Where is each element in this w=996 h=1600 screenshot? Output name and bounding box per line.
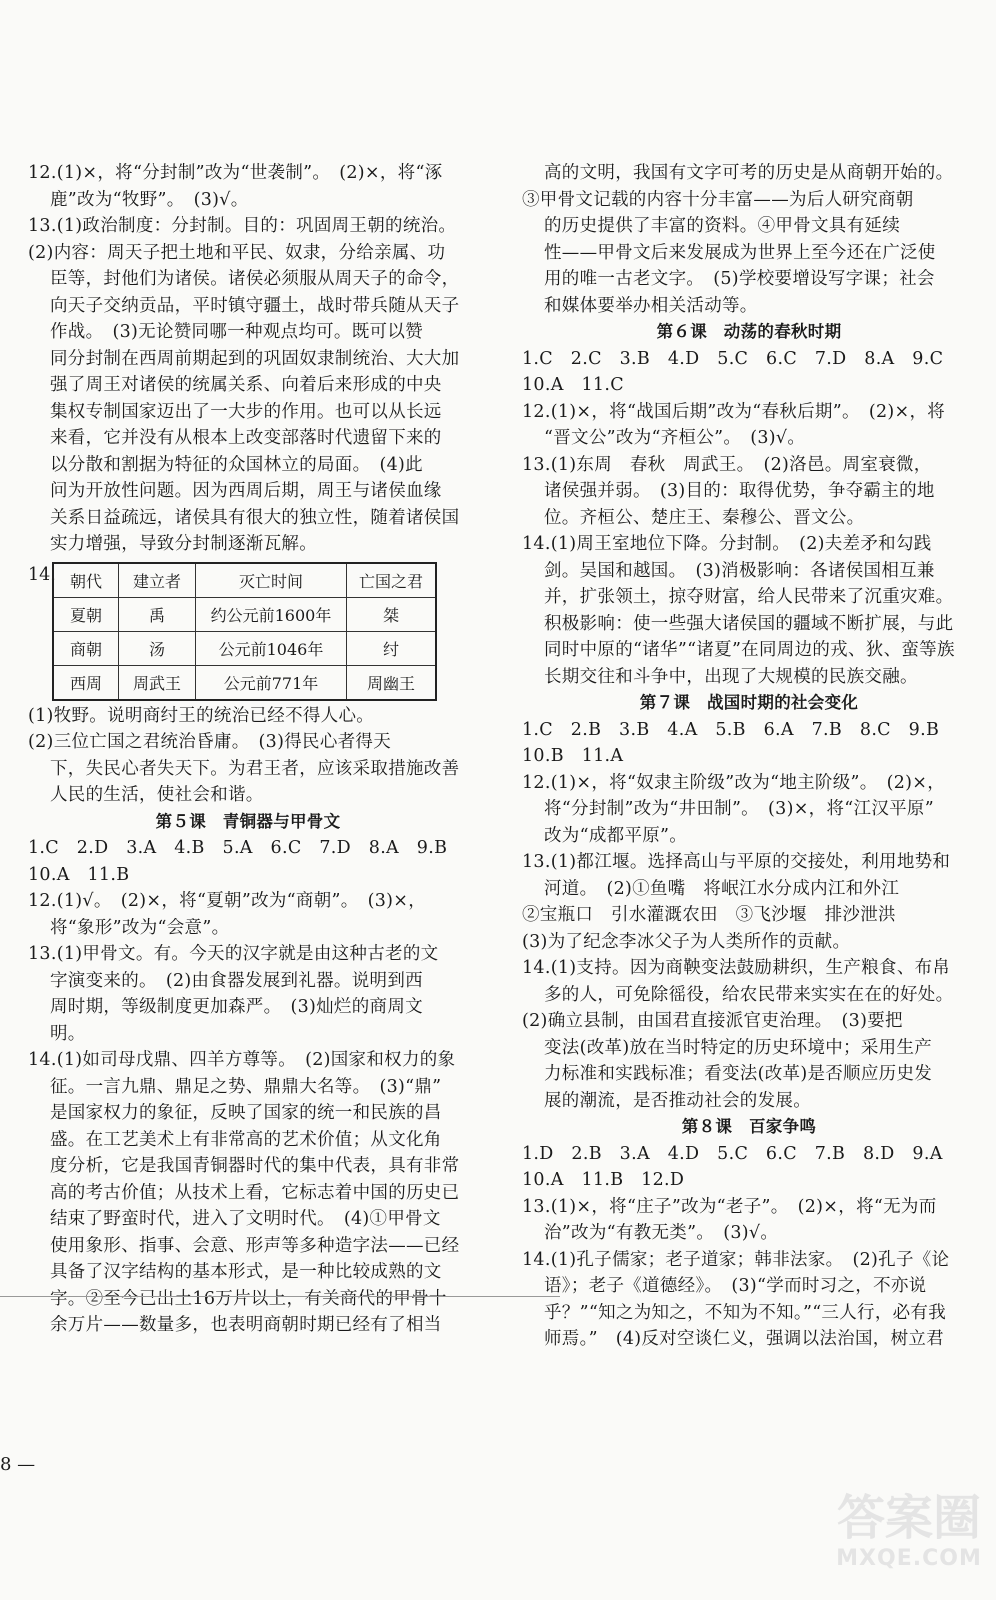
text-line: 改为“成都平原”。 <box>544 825 688 846</box>
text-line: 高的考古价值；从技术上看，它标志着中国的历史已 <box>50 1182 460 1203</box>
text-line: 积极影响：使一些强大诸侯国的疆域不断扩展，与此 <box>544 613 954 634</box>
text-line: 人民的生活，使社会和谐。 <box>50 785 264 805</box>
text-line: 诸侯强并弱。 (3)目的：取得优势，争夺霸主的地 <box>544 481 935 501</box>
text-line: 盛。在工艺美术上有非常高的艺术价值；从文化角 <box>50 1129 442 1150</box>
text-line: 剑。吴国和越国。 (3)消极影响：各诸侯国相互兼 <box>544 560 935 581</box>
text-line: 10.A 11.B 12.D <box>522 1170 685 1190</box>
table-cell: 公元前771年 <box>196 665 347 700</box>
text-line: 作战。 (3)无论赞同哪一种观点均可。既可以赞 <box>50 322 423 342</box>
text-line: 周时期，等级制度更加森严。 (3)灿烂的商周文 <box>50 997 423 1017</box>
text-line: 1.C 2.C 3.B 4.D 5.C 6.C 7.D 8.A 9.C <box>522 348 944 369</box>
text-line: 13.(1)都江堰。选择高山与平原的交接处，利用地势和 <box>522 852 951 872</box>
lesson-6-heading: 第６课 动荡的春秋时期 <box>656 322 842 341</box>
table-cell: 汤 <box>119 631 196 665</box>
text-line: (1)牧野。说明商纣王的统治已经不得人心。 <box>28 705 375 726</box>
text-line: “晋文公”改为“齐桓公”。 (3)√。 <box>544 428 806 448</box>
text-line: 师焉。” (4)反对空谈仁义，强调以法治国，树立君 <box>544 1329 944 1349</box>
text-line: 13.(1)政治制度：分封制。目的：巩固周王朝的统治。 <box>28 216 457 236</box>
dynasty-table-block <box>28 562 468 701</box>
text-line: 和媒体要举办相关活动等。 <box>544 295 758 316</box>
table-cell: 西周 <box>53 665 119 700</box>
text-line: 13.(1)甲骨文。有。今天的汉字就是由这种古老的文 <box>28 944 439 964</box>
text-line: 10.B 11.A <box>522 746 624 766</box>
text-line: 12.(1)×，将“分封制”改为“世袭制”。 (2)×，将“涿 <box>28 163 443 183</box>
text-line: 长期交往和斗争中，出现了大规模的民族交融。 <box>544 666 918 687</box>
text-line: 高的文明，我国有文字可考的历史是从商朝开始的。 <box>544 163 954 183</box>
table-cell: 纣 <box>347 631 437 665</box>
text-line: 14.(1)如司母戊鼎、四羊方尊等。 (2)国家和权力的象 <box>28 1050 456 1070</box>
text-line: 14.(1)周王室地位下降。分封制。 (2)夫差矛和勾践 <box>522 534 932 554</box>
text-line: (2)三位亡国之君统治昏庸。 (3)得民心者得天 <box>28 732 392 752</box>
text-line: 结束了野蛮时代，进入了文明时代。 (4)①甲骨文 <box>50 1209 441 1229</box>
text-line: 征。一言九鼎、鼎足之势、鼎鼎大名等。 (3)“鼎” <box>50 1076 442 1097</box>
text-line: 问为开放性问题。因为西周后期，周王与诸侯血缘 <box>50 481 442 501</box>
text-line: 来看，它并没有从根本上改变部落时代遗留下来的 <box>50 428 442 448</box>
text-line: 1.C 2.B 3.B 4.A 5.B 6.A 7.B 8.C 9.B <box>522 719 940 740</box>
watermark-text: 答案圈 <box>836 1490 981 1546</box>
text-line: 臣等，封他们为诸侯。诸侯必须服从周天子的命令， <box>50 269 460 289</box>
table-row <box>53 597 436 631</box>
text-line: 13.(1)东周 春秋 周武王。 (2)洛邑。周室衰微， <box>522 454 932 475</box>
text-line: 河道。 (2)①鱼嘴 将岷江水分成内江和外江 <box>544 878 900 899</box>
text-line: 14.(1)支持。因为商鞅变法鼓励耕织，生产粮食、布帛 <box>522 958 951 978</box>
table-cell: 夏朝 <box>53 597 119 631</box>
text-line: 14.(1)孔子儒家；老子道家；韩非法家。 (2)孔子《论 <box>522 1249 950 1270</box>
table-row <box>53 631 436 665</box>
left-column <box>28 160 468 1339</box>
text-line: 位。齐桓公、楚庄王、秦穆公、晋文公。 <box>544 507 865 528</box>
table-cell: 禹 <box>119 597 196 631</box>
text-line: 明。 <box>50 1023 86 1044</box>
text-line: 将“象形”改为“会意”。 <box>50 917 230 938</box>
watermark-logo <box>834 1490 984 1590</box>
text-line: 变法(改革)放在当时特定的历史环境中；采用生产 <box>544 1037 933 1058</box>
text-line: 以分散和割据为特征的众国林立的局面。 (4)此 <box>50 454 423 475</box>
table-cell: 约公元前1600年 <box>196 597 347 631</box>
text-line: 并，扩张领土，掠夺财富，给人民带来了沉重灾难。 <box>544 587 954 607</box>
text-line: 实力增强，导致分封制逐渐瓦解。 <box>50 534 317 554</box>
text-line: 语》；老子《道德经》。 (3)“学而时习之，不亦说 <box>544 1276 927 1296</box>
text-line: 多的人，可免除徭役，给农民带来实实在在的好处。 <box>544 984 954 1005</box>
table-header-row <box>53 563 436 598</box>
text-line: 字。②至今已出土16万片以上，有关商代的甲骨十 <box>50 1288 447 1309</box>
table-cell: 商朝 <box>53 631 119 665</box>
text-line: 12.(1)√。 (2)×，将“夏朝”改为“商朝”。 (3)×， <box>28 891 427 911</box>
text-line: 关系日益疏远，诸侯具有很大的独立性，随着诸侯国 <box>50 507 460 528</box>
table-cell: 桀 <box>347 597 437 631</box>
text-line: 10.A 11.B <box>28 864 130 885</box>
lesson-7-heading: 第７课 战国时期的社会变化 <box>639 693 859 712</box>
table-row <box>53 665 436 700</box>
text-line: 同时中原的“诸华”“诸夏”在同周边的戎、狄、蛮等族 <box>544 640 955 660</box>
text-line: 治”改为“有教无类”。 (3)√。 <box>544 1223 779 1243</box>
left-after-table-text <box>28 703 468 809</box>
text-line: ③甲骨文记载的内容十分丰富——为后人研究商朝 <box>522 189 914 210</box>
text-line: 使用象形、指事、会意、形声等多种造字法——已经 <box>50 1235 460 1256</box>
text-line: 度分析，它是我国青铜器时代的集中代表，具有非常 <box>50 1156 460 1176</box>
text-line: 同分封制在西周前期起到的巩固奴隶制统治、大大加 <box>50 348 460 369</box>
left-top-text <box>28 160 468 558</box>
text-line: 强了周王对诸侯的统属关系、向着后来形成的中央 <box>50 375 442 395</box>
text-line: 下，失民心者失天下。为君王者，应该采取措施改善 <box>50 758 460 779</box>
text-line: 鹿”改为“牧野”。 (3)√。 <box>50 189 249 210</box>
dynasty-table <box>52 562 437 701</box>
text-line: 集权专制国家迈出了一大步的作用。也可以从长远 <box>50 401 442 422</box>
text-line: 字演变来的。 (2)由食器发展到礼器。说明到西 <box>50 970 423 991</box>
horizontal-rule <box>0 1296 560 1297</box>
lesson-5-heading: 第５课 青铜器与甲骨文 <box>155 811 341 831</box>
lesson-6-answers <box>522 346 976 691</box>
lesson-7-answers <box>522 717 976 1115</box>
text-line: (3)为了纪念李冰父子为人类所作的贡献。 <box>522 931 851 952</box>
table-cell: 周幽王 <box>347 665 437 700</box>
text-line: 13.(1)×，将“庄子”改为“老子”。 (2)×，将“无为而 <box>522 1196 937 1217</box>
text-line: 的历史提供了丰富的资料。④甲骨文具有延续 <box>544 216 900 236</box>
lesson-5-answers <box>28 835 468 1339</box>
table-cell: 周武王 <box>119 665 196 700</box>
table-header-cell: 亡国之君 <box>347 563 437 598</box>
table-header-cell: 朝代 <box>53 563 119 598</box>
page-number: 8 — <box>0 1454 36 1475</box>
lesson-8-answers <box>522 1141 976 1353</box>
text-line: 余万片——数量多，也表明商朝时期已经有了相当 <box>50 1315 442 1335</box>
text-line: 乎？”“知之为知之，不知为不知。”“三人行，必有我 <box>544 1302 947 1323</box>
table-header-cell: 灭亡时间 <box>196 563 347 598</box>
watermark-url: MXQE.COM <box>836 1546 982 1571</box>
lesson-8-heading: 第８课 百家争鸣 <box>681 1117 817 1136</box>
text-line: (2)确立县制，由国君直接派官吏治理。 (3)要把 <box>522 1011 903 1031</box>
text-line: ②宝瓶口 引水灌溉农田 ③飞沙堰 排沙泄洪 <box>522 905 896 925</box>
text-line: 1.D 2.B 3.A 4.D 5.C 6.C 7.B 8.D 9.A <box>522 1143 943 1164</box>
text-line: 向天子交纳贡品，平时镇守疆土，战时带兵随从天子 <box>50 295 460 316</box>
text-line: 性——甲骨文后来发展成为世界上至今还在广泛使 <box>544 242 936 263</box>
text-line: 将“分封制”改为“井田制”。 (3)×，将“江汉平原” <box>544 799 934 819</box>
right-column <box>522 160 976 1353</box>
text-line: 是国家权力的象征，反映了国家的统一和民族的昌 <box>50 1103 442 1123</box>
text-line: 用的唯一古老文字。 (5)学校要增设写字课；社会 <box>544 269 935 289</box>
text-line: 10.A 11.C <box>522 375 624 395</box>
text-line: 1.C 2.D 3.A 4.B 5.A 6.C 7.D 8.A 9.B <box>28 838 448 858</box>
text-line: 12.(1)×，将“奴隶主阶级”改为“地主阶级”。 (2)×， <box>522 772 946 793</box>
text-line: 展的潮流，是否推动社会的发展。 <box>544 1090 811 1111</box>
right-top-text <box>522 160 976 319</box>
table-cell: 公元前1046年 <box>196 631 347 665</box>
text-line: (2)内容：周天子把土地和平民、奴隶，分给亲属、功 <box>28 242 446 263</box>
table-number: 14. <box>28 564 56 585</box>
text-line: 力标准和实践标准；看变法(改革)是否顺应历史发 <box>544 1064 933 1084</box>
table-header-cell: 建立者 <box>119 563 196 598</box>
text-line: 具备了汉字结构的基本形式，是一种比较成熟的文 <box>50 1262 442 1282</box>
text-line: 12.(1)×，将“战国后期”改为“春秋后期”。 (2)×，将 <box>522 401 946 422</box>
